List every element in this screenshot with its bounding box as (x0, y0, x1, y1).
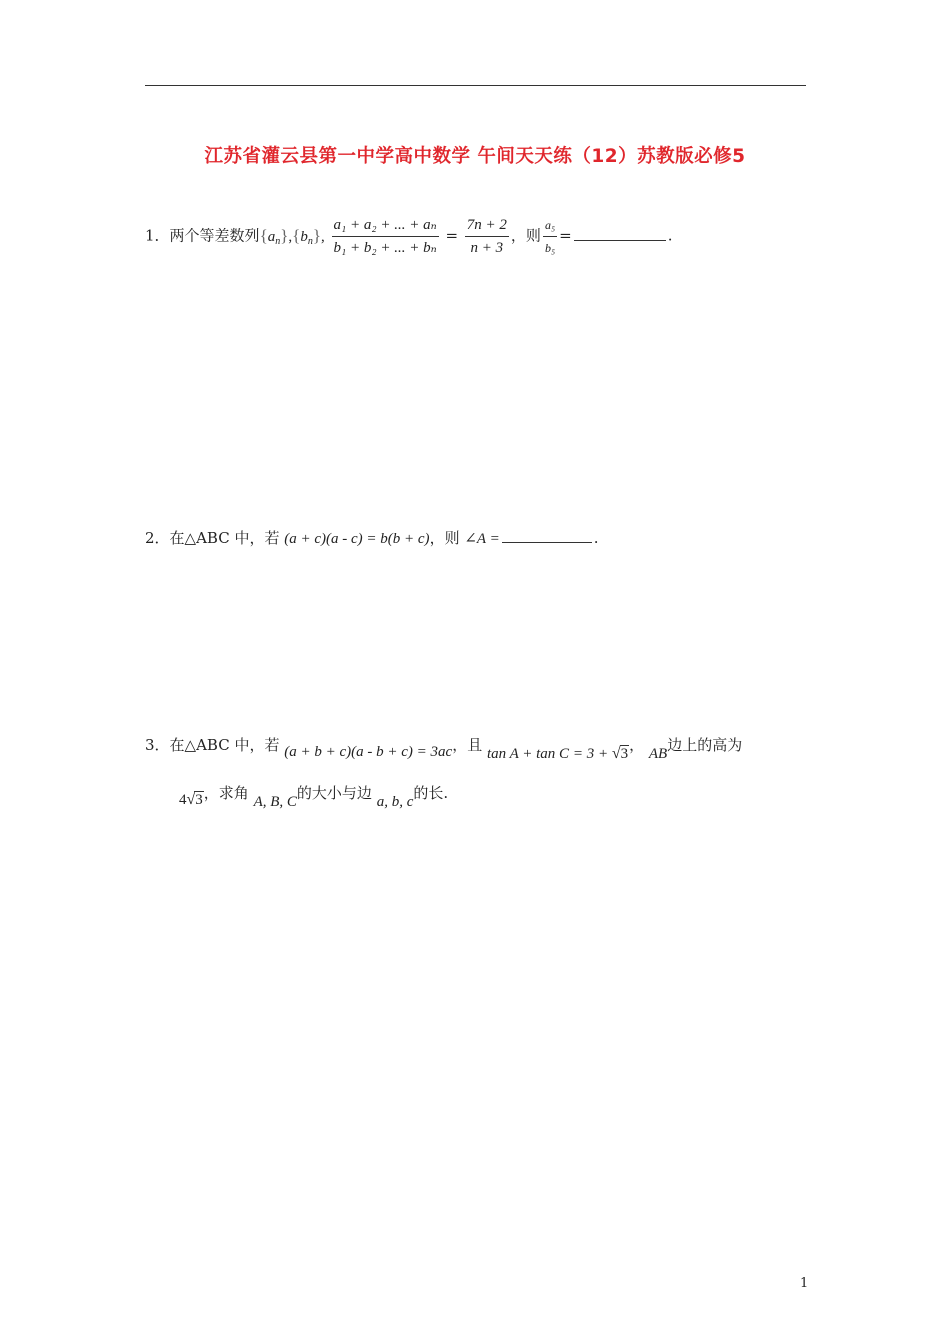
q3-text4: 边上的高为 (667, 736, 743, 754)
q2-number: 2． (145, 529, 170, 547)
q1-sequences: $\{a_n\},\{b_n\}$, (259, 225, 325, 247)
q3-number: 3． (145, 736, 170, 754)
q2-angle: ∠A = (464, 531, 500, 547)
q3-text6: 的大小与边 (296, 784, 372, 802)
q3-expression-2: tan A + tan C = 3 + √3 (486, 745, 629, 762)
q1-sum-fraction (332, 214, 439, 259)
q3-sqrt-value: 3 (620, 746, 629, 762)
question-3-continued (179, 782, 449, 810)
q1-number: 1． (145, 226, 170, 245)
q3-expression-1: (a + b + c)(a - b + c) = 3ac (284, 744, 453, 760)
q3-text5: ，求角 (203, 784, 249, 802)
q3-sides: a, b, c (376, 794, 414, 810)
q3-text2: ，且 (452, 736, 483, 754)
q3-height: 4√3 (179, 791, 203, 808)
q1-sum-denominator: b₁ + b₂ + ... + bₙ (333, 240, 437, 256)
q1-answer-blank[interactable] (574, 240, 666, 241)
question-3 (145, 734, 743, 762)
q1-text: 两个等差数列 (169, 226, 260, 245)
q3-height-coef: 4 (179, 792, 187, 808)
q1-target-numerator: a₅ (543, 214, 557, 237)
q1-sum-numerator: a₁ + a₂ + ... + aₙ (332, 214, 439, 237)
q1-equals: = (445, 226, 459, 245)
seq-b-sub: n (307, 235, 313, 247)
q1-rhs-numerator: 7n + 2 (465, 214, 509, 237)
q1-target-fraction (543, 214, 557, 259)
q1-equals-2: = (559, 226, 572, 245)
q1-rhs-denominator: n + 3 (470, 240, 504, 256)
q3-side-ab: AB (648, 746, 668, 762)
seq-a: a (267, 228, 276, 245)
page-title: 江苏省灌云县第一中学高中数学 午间天天练（12）苏教版必修5 (204, 146, 746, 167)
question-2 (145, 527, 598, 548)
q3-text3: ， (629, 736, 645, 754)
q2-answer-blank[interactable] (502, 542, 592, 543)
q3-height-radicand: 3 (195, 792, 203, 808)
q1-then: ，则 (510, 226, 541, 245)
q2-expression: (a + c)(a - c) = b(b + c) (284, 531, 430, 547)
header-rule (145, 85, 806, 86)
page-number: 1 (800, 1276, 809, 1291)
q2-text1: 在△ABC 中，若 (169, 529, 280, 547)
q1-target-denominator: b₅ (544, 241, 556, 255)
q3-text7: 的长. (413, 784, 449, 802)
seq-b: b (300, 228, 308, 245)
q1-period: . (667, 226, 673, 245)
question-1 (145, 214, 672, 259)
q3-tan-sum: tan A + tan C = 3 + (486, 746, 612, 762)
q2-period: . (593, 529, 599, 547)
q3-text1: 在△ABC 中，若 (169, 736, 280, 754)
q2-text2: ，则 (429, 529, 460, 547)
seq-a-sub: n (275, 235, 281, 247)
q1-rhs-fraction (465, 214, 509, 259)
q3-angles: A, B, C (253, 794, 297, 810)
